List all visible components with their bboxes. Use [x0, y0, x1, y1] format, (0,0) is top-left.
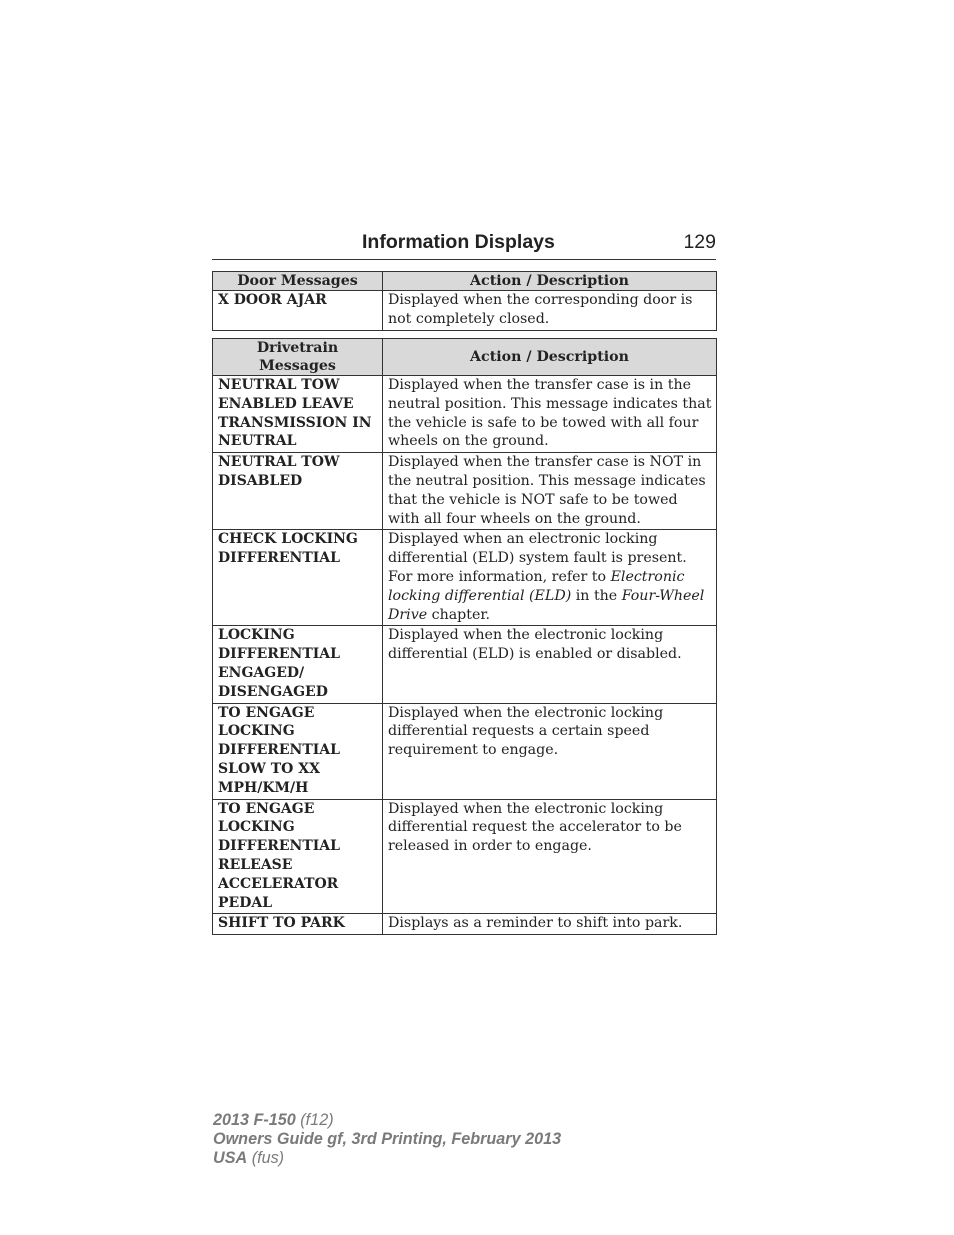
drivetrain-messages-table [212, 338, 717, 935]
table-row [213, 626, 717, 703]
table-header-row [213, 272, 717, 291]
footer-model-code: (f12) [300, 1111, 334, 1129]
footer-model-line [213, 1111, 561, 1130]
description-reference: Electronic locking differential (ELD) [388, 568, 685, 604]
message-name: CHECK LOCKING DIFFERENTIAL [213, 530, 383, 626]
message-name: X DOOR AJAR [213, 291, 383, 331]
page-number: 129 [683, 231, 716, 253]
footer-region-line [213, 1149, 561, 1168]
table-row [213, 703, 717, 799]
message-description: Displayed when the transfer case is in the neutral position. This message indicates that the vehicle is safe to be towed with all four wheels on the ground. [383, 376, 717, 453]
message-description: Displayed when the electronic locking differential request the accelerator to be released in order to engage. [383, 799, 717, 914]
page-footer [213, 1111, 561, 1168]
footer-guide-line [213, 1130, 561, 1149]
message-name: SHIFT TO PARK [213, 914, 383, 935]
door-messages-table [212, 271, 717, 331]
table-row [213, 376, 717, 453]
message-description: Displayed when the corresponding door is not completely closed. [383, 291, 717, 331]
column-header: Action / Description [383, 272, 717, 291]
column-header: Action / Description [383, 339, 717, 376]
footer-model: 2013 F-150 [213, 1111, 296, 1129]
footer-guide: Owners Guide gf, 3rd Printing, February 2013 [213, 1130, 562, 1148]
table-row [213, 530, 717, 626]
message-name: LOCKING DIFFERENTIAL ENGAGED/ DISENGAGED [213, 626, 383, 703]
message-description: Displayed when the electronic locking differential (ELD) is enabled or disabled. [383, 626, 717, 703]
table-row [213, 291, 717, 331]
description-text: chapter. [427, 606, 491, 623]
message-description: Displays as a reminder to shift into park. [383, 914, 717, 935]
column-header: Drivetrain Messages [213, 339, 383, 376]
description-reference: Four-Wheel Drive [388, 587, 705, 623]
table-row [213, 453, 717, 530]
table-header-row [213, 339, 717, 376]
footer-region-code: (fus) [251, 1149, 285, 1167]
description-text: Displayed when an electronic locking differential (ELD) system fault is present. For more information, refer to [388, 531, 687, 585]
description-text: in the [571, 587, 622, 604]
message-name: TO ENGAGE LOCKING DIFFERENTIAL SLOW TO XX MPH/KM/H [213, 703, 383, 799]
message-description [383, 530, 717, 626]
message-description: Displayed when the transfer case is NOT in the neutral position. This message indicates that the vehicle is NOT safe to be towed with all four wheels on the ground. [383, 453, 717, 530]
page-header [212, 229, 716, 260]
column-header: Door Messages [213, 272, 383, 291]
message-name: NEUTRAL TOW ENABLED LEAVE TRANSMISSION IN NEUTRAL [213, 376, 383, 453]
message-description: Displayed when the electronic locking differential requests a certain speed requirement to engage. [383, 703, 717, 799]
table-row [213, 914, 717, 935]
message-name: NEUTRAL TOW DISABLED [213, 453, 383, 530]
page-title: Information Displays [362, 231, 555, 253]
message-name: TO ENGAGE LOCKING DIFFERENTIAL RELEASE ACCELERATOR PEDAL [213, 799, 383, 914]
footer-region: USA [213, 1149, 248, 1167]
table-row [213, 799, 717, 914]
